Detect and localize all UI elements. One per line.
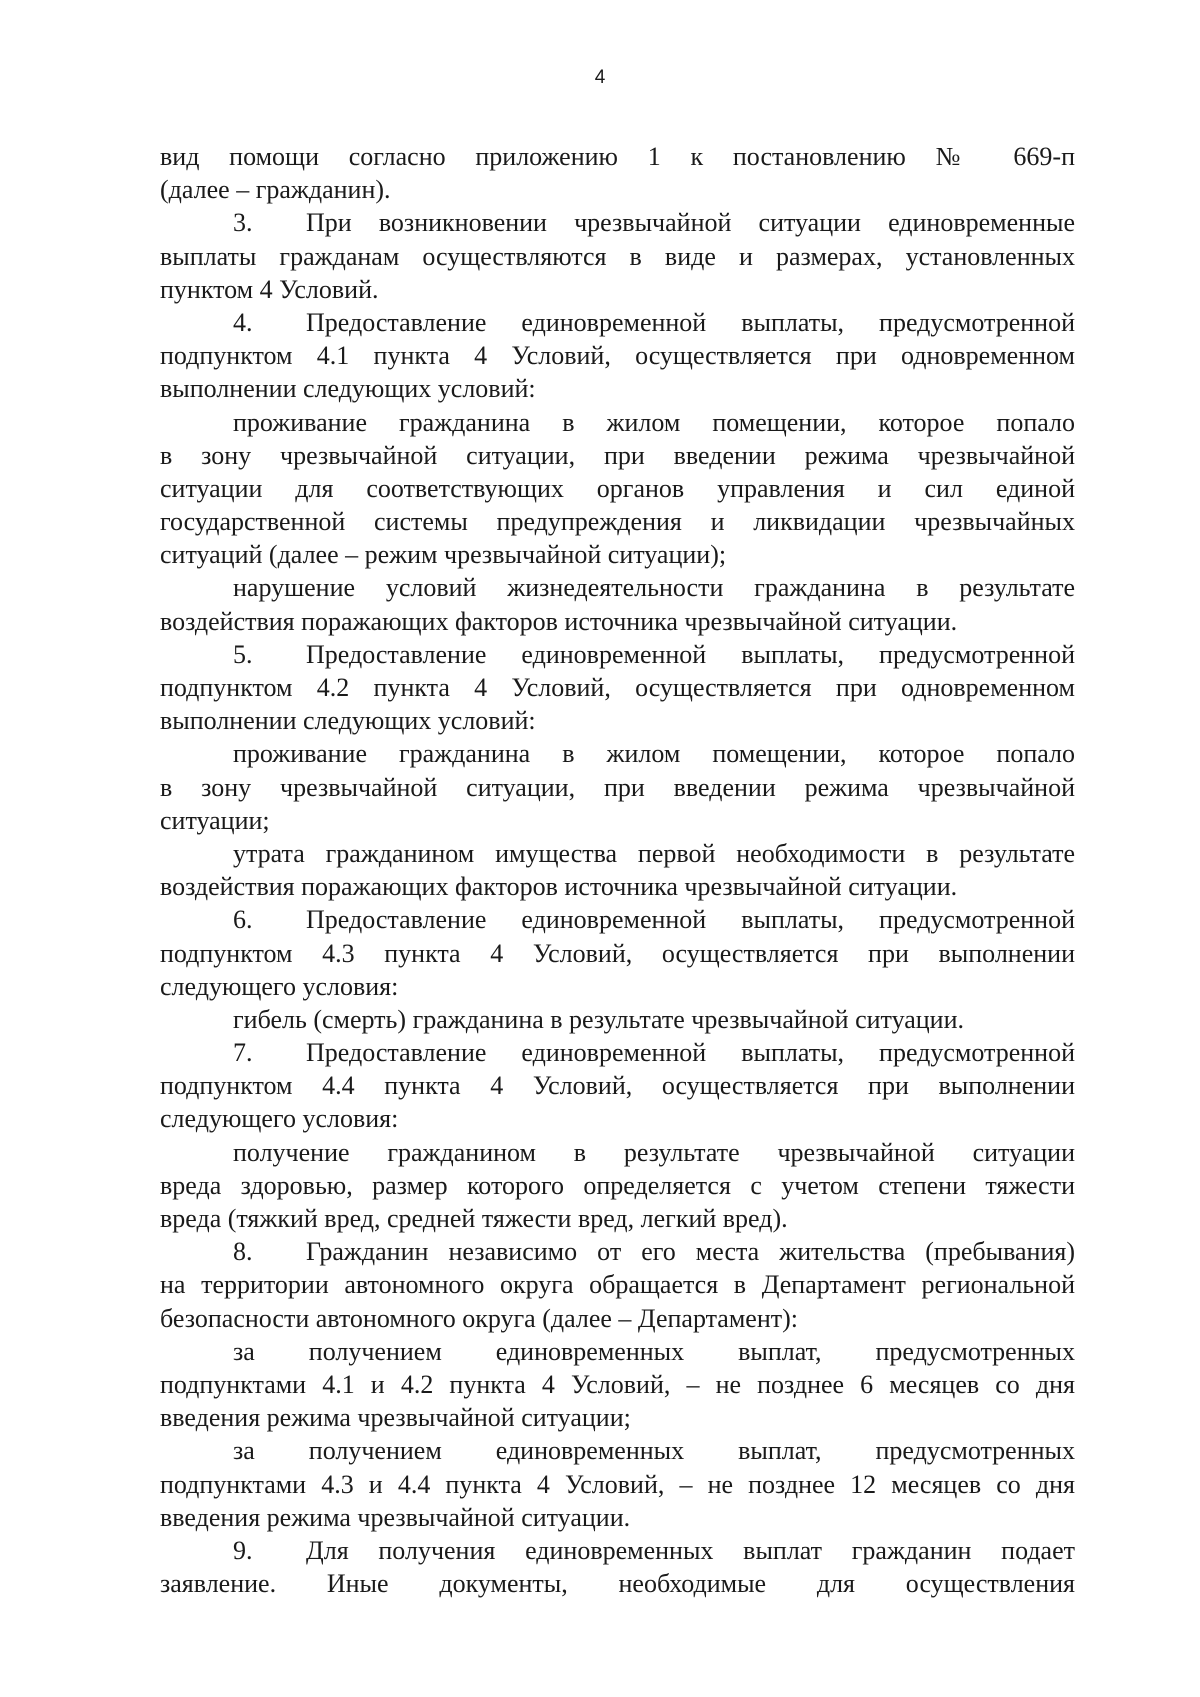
clause-text: Предоставление единовременной выплаты, предусмотренной [306, 639, 1075, 669]
text-line: получение гражданином в результате чрезвычайной ситуации [233, 1137, 1075, 1167]
clause-number: 4. [233, 307, 253, 337]
text-line [160, 1036, 1075, 1069]
text-line: ситуации; [160, 805, 270, 835]
text-line: за получением единовременных выплат, предусмотренных [233, 1336, 1075, 1366]
text-line: государственной системы предупреждения и ликвидации чрезвычайных [160, 507, 1075, 537]
text-line: гибель (смерть) гражданина в результате чрезвычайной ситуации. [233, 1004, 965, 1034]
text-line: воздействия поражающих факторов источника чрезвычайной ситуации. [160, 872, 958, 902]
text-line [160, 1235, 1075, 1268]
text-line: подпунктом 4.3 пункта 4 Условий, осуществляется при выполнении [160, 938, 1075, 968]
text-line: безопасности автономного округа (далее – Департамент): [160, 1303, 799, 1333]
text-line: в зону чрезвычайной ситуации, при введении режима чрезвычайной [160, 440, 1075, 470]
text-line: пунктом 4 Условий. [160, 274, 379, 304]
text-line: вреда (тяжкий вред, средней тяжести вред, легкий вред). [160, 1204, 788, 1233]
text-line: утрата гражданином имущества первой необходимости в результате [233, 838, 1075, 868]
clause-text: Предоставление единовременной выплаты, предусмотренной [306, 905, 1075, 935]
text-line: выплаты гражданам осуществляются в виде и размерах, установленных [160, 241, 1075, 271]
clause-number: 8. [233, 1237, 253, 1267]
clause-text: Предоставление единовременной выплаты, предусмотренной [306, 307, 1075, 337]
text-line: введения режима чрезвычайной ситуации. [160, 1502, 631, 1532]
clause-number: 7. [233, 1038, 253, 1068]
text-line: проживание гражданина в жилом помещении, которое попало [233, 407, 1075, 437]
text-line: проживание гражданина в жилом помещении, которое попало [233, 739, 1075, 769]
clause-number: 6. [233, 905, 253, 935]
clause-text: Гражданин независимо от его места жительства (пребывания) [306, 1237, 1075, 1267]
clause-text: Предоставление единовременной выплаты, предусмотренной [306, 1038, 1075, 1068]
text-line: за получением единовременных выплат, предусмотренных [233, 1436, 1075, 1466]
text-line: на территории автономного округа обращается в Департамент региональной [160, 1270, 1075, 1300]
text-line: (далее – гражданин). [160, 175, 391, 205]
page-number: 4 [594, 67, 606, 88]
text-line: воздействия поражающих факторов источника чрезвычайной ситуации. [160, 606, 958, 636]
text-line: в зону чрезвычайной ситуации, при введении режима чрезвычайной [160, 772, 1075, 802]
document-body [160, 140, 1075, 1600]
text-line: подпунктами 4.3 и 4.4 пункта 4 Условий, – не позднее 12 месяцев со дня [160, 1469, 1075, 1499]
text-line [160, 903, 1075, 936]
text-line [160, 1534, 1075, 1567]
text-line: введения режима чрезвычайной ситуации; [160, 1403, 631, 1433]
text-line: следующего условия: [160, 971, 399, 1001]
text-line: вид помощи согласно приложению 1 к постановлению № 669-п [160, 142, 1075, 171]
text-line [160, 306, 1075, 339]
text-line: подпунктом 4.1 пункта 4 Условий, осуществляется при одновременном [160, 341, 1075, 371]
text-line [160, 206, 1075, 239]
text-line: выполнении следующих условий: [160, 706, 536, 736]
text-line: ситуации для соответствующих органов управления и сил единой [160, 473, 1075, 503]
clause-number: 3. [233, 208, 253, 238]
text-line: нарушение условий жизнедеятельности гражданина в результате [233, 573, 1075, 603]
text-line: ситуаций (далее – режим чрезвычайной ситуации); [160, 540, 727, 570]
clause-number: 9. [233, 1535, 253, 1565]
clause-text: При возникновении чрезвычайной ситуации единовременные [306, 208, 1075, 238]
text-line: следующего условия: [160, 1104, 399, 1134]
text-line: вреда здоровью, размер которого определяется с учетом степени тяжести [160, 1170, 1075, 1200]
text-line: подпунктами 4.1 и 4.2 пункта 4 Условий, – не позднее 6 месяцев со дня [160, 1369, 1075, 1399]
text-line: подпунктом 4.2 пункта 4 Условий, осуществляется при одновременном [160, 673, 1075, 702]
text-line: выполнении следующих условий: [160, 374, 536, 404]
text-line: подпунктом 4.4 пункта 4 Условий, осуществляется при выполнении [160, 1071, 1075, 1101]
text-line: заявление. Иные документы, необходимые для осуществления [160, 1569, 1075, 1599]
text-line [160, 638, 1075, 671]
clause-text: Для получения единовременных выплат гражданин подает [306, 1535, 1075, 1565]
clause-number: 5. [233, 639, 253, 669]
